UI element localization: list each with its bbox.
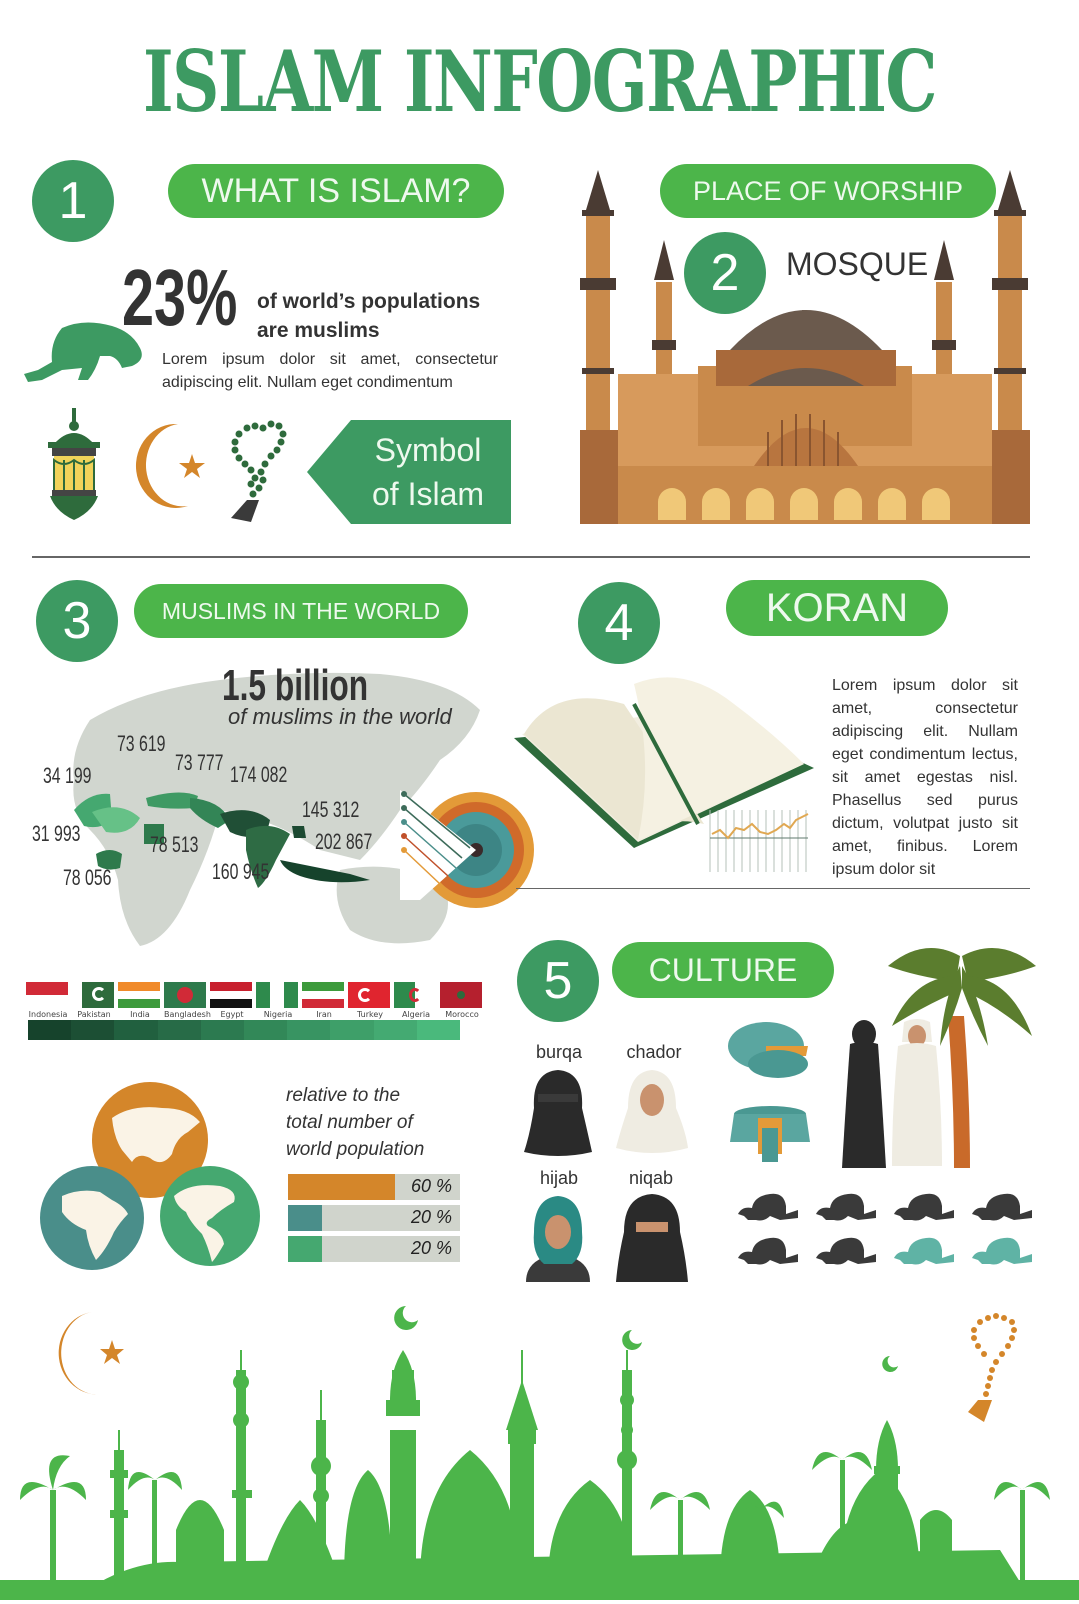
map-label-algeria: 31 993 <box>32 821 81 846</box>
section-1-heading: WHAT IS ISLAM? <box>168 164 504 218</box>
flag-morocco: Morocco <box>440 982 484 1019</box>
map-label-india: 160 945 <box>212 859 270 884</box>
kaaba-icon <box>728 1104 812 1170</box>
section-1-number: 1 <box>32 160 114 242</box>
map-label-bangladesh: 145 312 <box>302 797 360 822</box>
flag-bangladesh: Bangladesh <box>164 982 208 1019</box>
flag-pakistan: Pakistan <box>72 982 116 1019</box>
man-in-thobe-figure <box>888 1016 946 1174</box>
section-2-number: 2 <box>684 232 766 314</box>
prayer-figure-icon <box>734 1234 802 1268</box>
muslim-population-stat: 1.5 billion <box>222 661 369 710</box>
prayer-beads-icon <box>225 418 295 530</box>
section-3-heading: MUSLIMS IN THE WORLD <box>134 584 468 638</box>
flag-algeria: Algeria <box>394 982 438 1019</box>
niqab-figure <box>614 1192 690 1286</box>
prayer-figure-icon <box>22 318 152 394</box>
flag-nigeria: Nigeria <box>256 982 300 1019</box>
stat-caption-line-1: of world’s populations <box>257 290 481 313</box>
region-bar-asia: 60 % <box>288 1174 460 1200</box>
section-4-body: Lorem ipsum dolor sit amet, consectetur adipiscing elit. Nullam eget condimentum lectus, sit amet egestas nisl. Phasellus sed purus dictum, volutpat justo sit amet, finibus. Lorem ipsum dolor sit <box>832 677 1018 878</box>
prayer-icon-grid <box>734 1190 1036 1268</box>
prayer-figure-icon <box>812 1190 880 1224</box>
pie-chart-icon <box>726 1016 812 1090</box>
map-label-egypt: 78 513 <box>150 832 199 857</box>
map-label-iran: 73 777 <box>175 750 224 775</box>
region-bar-africa: 20 % <box>288 1205 460 1231</box>
section-5-heading: CULTURE <box>612 942 834 998</box>
mosque-skyline-silhouette <box>0 1290 1079 1604</box>
country-flags <box>26 982 484 1019</box>
stat-caption <box>257 287 480 345</box>
section-4-heading: KORAN <box>726 580 948 636</box>
region-bar-americas: 20 % <box>288 1236 460 1262</box>
prayer-figure-icon <box>890 1190 958 1224</box>
garment-label-chador: chador <box>626 1042 682 1062</box>
mosque-illustration <box>578 170 1032 530</box>
prayer-figure-icon-highlighted <box>968 1234 1036 1268</box>
relative-caption <box>286 1082 424 1163</box>
map-label-pakistan: 174 082 <box>230 762 288 787</box>
section-3-number: 3 <box>36 580 118 662</box>
prayer-figure-icon-highlighted <box>890 1234 958 1268</box>
hijab-figure <box>522 1192 594 1286</box>
symbol-label-line-2: of Islam <box>371 476 485 512</box>
prayer-figure-icon <box>812 1234 880 1268</box>
section-4-divider <box>516 888 1030 889</box>
flag-egypt: Egypt <box>210 982 254 1019</box>
stat-caption-line-2: are muslims <box>257 319 380 342</box>
relative-caption-line-2: total number of <box>286 1112 413 1133</box>
section-2-heading: PLACE OF WORSHIP <box>660 164 996 218</box>
flag-indonesia: Indonesia <box>26 982 70 1019</box>
woman-in-abaya-figure <box>840 1020 888 1174</box>
mosque-label: MOSQUE <box>786 246 929 282</box>
lantern-icon <box>46 408 102 524</box>
section-1-body: Lorem ipsum dolor sit amet, consectetur adipiscing elit. Nullam eget condimentum <box>162 351 498 391</box>
flag-iran: Iran <box>302 982 346 1019</box>
symbol-label-line-1: Symbol <box>374 432 482 468</box>
globe-africa <box>40 1166 144 1270</box>
burqa-figure <box>522 1068 594 1160</box>
muslim-percentage-stat: 23% <box>122 253 238 342</box>
garment-label-niqab: niqab <box>628 1168 674 1188</box>
section-5-number: 5 <box>517 940 599 1022</box>
chador-figure <box>614 1068 690 1158</box>
crescent-star-icon <box>128 420 212 514</box>
prayer-figure-icon <box>968 1190 1036 1224</box>
prayer-figure-icon <box>734 1190 802 1224</box>
garment-label-hijab: hijab <box>539 1168 579 1188</box>
relative-caption-line-3: world population <box>286 1139 425 1160</box>
population-caption: of muslims in the world <box>228 704 452 729</box>
page-title: ISLAM INFOGRAPHIC <box>142 32 937 131</box>
map-label-turkey: 73 619 <box>117 731 166 756</box>
mini-line-chart <box>708 810 812 880</box>
section-4-number: 4 <box>578 582 660 664</box>
flag-turkey: Turkey <box>348 982 392 1019</box>
globe-americas <box>160 1166 260 1266</box>
garment-label-burqa: burqa <box>535 1042 583 1062</box>
region-bars <box>288 1174 460 1262</box>
population-gradient-strip <box>28 1020 460 1040</box>
map-label-morocco: 34 199 <box>43 763 92 788</box>
map-label-nigeria: 78 056 <box>63 865 112 890</box>
section-divider <box>32 556 1030 558</box>
relative-caption-line-1: relative to the <box>286 1085 401 1106</box>
map-label-indonesia: 202 867 <box>315 829 373 854</box>
symbol-of-islam-banner <box>307 420 511 524</box>
flag-india: India <box>118 982 162 1019</box>
